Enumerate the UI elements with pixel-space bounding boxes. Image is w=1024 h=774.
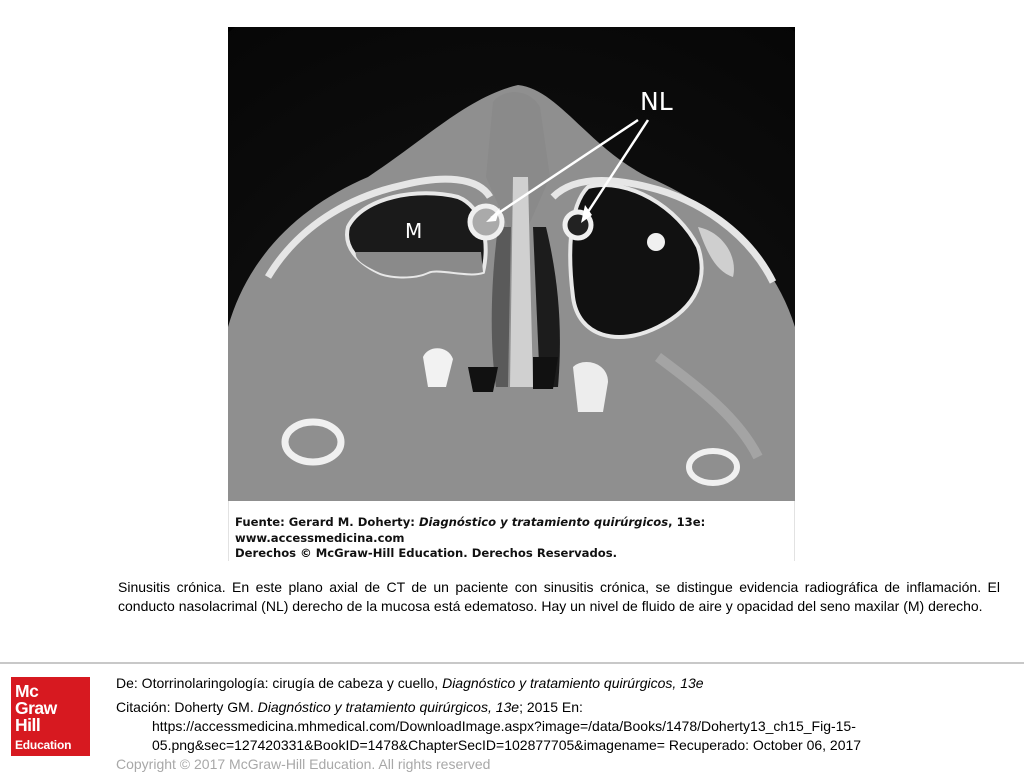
mandible-right xyxy=(689,451,737,483)
from-title: Diagnóstico y tratamiento quirúrgicos, 13e xyxy=(442,675,704,691)
ct-scan-drawing xyxy=(228,27,795,501)
airway-left xyxy=(468,367,498,392)
citation-block xyxy=(116,674,1016,774)
copyright-text: Copyright © 2017 McGraw-Hill Education. All rights reserved xyxy=(116,756,491,772)
logo-text-graw: Graw xyxy=(15,698,57,718)
bone-fragment xyxy=(647,233,665,251)
source-line-2: www.accessmedicina.com xyxy=(235,530,405,545)
citation-line xyxy=(116,698,1016,717)
citation-suffix: ; 2015 En: xyxy=(519,699,583,715)
logo-text-mc: Mc xyxy=(15,681,39,701)
source-line-1 xyxy=(235,515,705,531)
citation-dot: . xyxy=(249,699,254,715)
citation-url-line-2[interactable]: 05.png&sec=127420331&BookID=1478&ChapterSecID=102877705&imagename= Recuperado: October 06, 2017 xyxy=(152,737,862,753)
source-line-3: Derechos © McGraw-Hill Education. Derechos Reservados. xyxy=(235,546,618,560)
citation-author: Citación: Doherty GM xyxy=(116,699,250,715)
label-m: M xyxy=(405,219,423,243)
figure-source-box xyxy=(228,501,795,561)
citation-url-line-1[interactable]: https://accessmedicina.mhmedical.com/DownloadImage.aspx?image=/data/Books/1478/Doherty13_ch15_Fig-15- xyxy=(152,718,856,734)
source-title: Diagnóstico y tratamiento quirúrgicos xyxy=(418,515,669,529)
footer-divider xyxy=(0,662,1024,664)
bone-structure-right xyxy=(573,362,608,412)
logo-text-hill: Hill xyxy=(15,715,41,735)
figure-caption: Sinusitis crónica. En este plano axial de CT de un paciente con sinusitis crónica, se distingue evidencia radiográfica de inflamación. El conducto nasolacrimal (NL) derecho de la mucosa está edematoso. Hay un nivel de fluido de aire y opacidad del seno maxilar (M) derecho. xyxy=(118,579,1000,614)
from-prefix: De: Otorrinolaringología: cirugía de cabeza y cuello, xyxy=(116,675,443,691)
logo-text-education: Education xyxy=(15,738,72,752)
mcgraw-hill-logo xyxy=(11,677,90,756)
label-nl: NL xyxy=(640,87,673,116)
source-edition: , 13e: xyxy=(668,515,706,529)
from-line xyxy=(116,674,1016,693)
ct-scan-image xyxy=(228,27,795,501)
citation-title: Diagnóstico y tratamiento quirúrgicos, 13e xyxy=(253,699,520,715)
figure-source-text xyxy=(235,515,705,562)
source-author: Fuente: Gerard M. Doherty: xyxy=(235,515,419,529)
mandible-left xyxy=(285,422,341,462)
